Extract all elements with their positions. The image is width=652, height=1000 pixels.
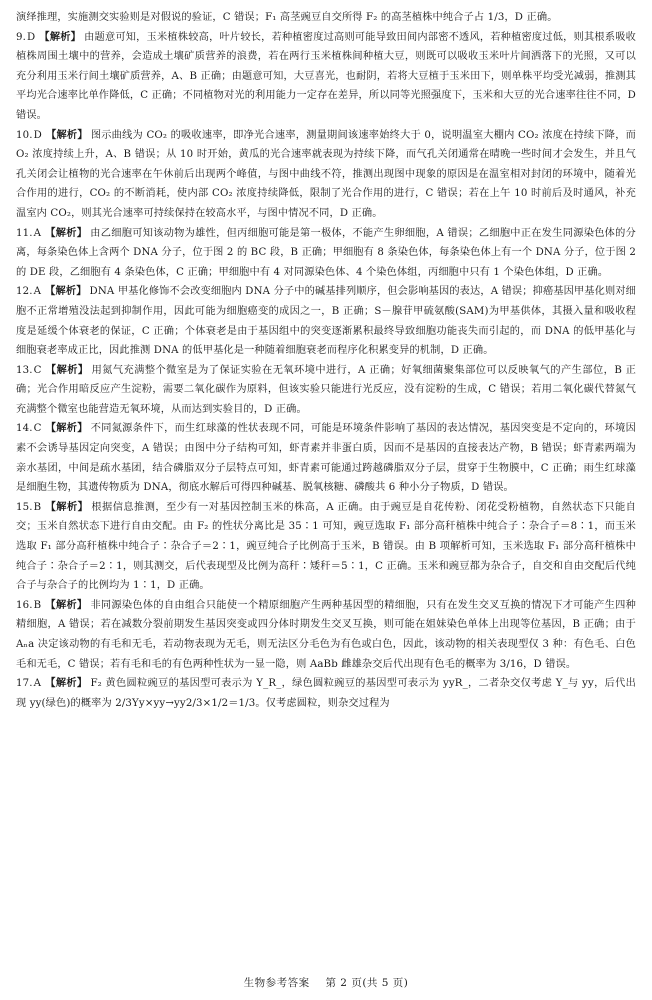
analysis-text: F₂ 黄色圆粒豌豆的基因型可表示为 Y_R_，绿色圆粒豌豆的基因型可表示为 yyR_，二者杂交仅考虑 Y_与 yy，后代出现 yy(绿色)的概率为 2/3Yy×yy→yy2/3×1/2＝1/3。仅考虑圆粒，则杂交过程为 — [16, 678, 636, 709]
footer-page-number: 第 2 页(共 5 页) — [325, 977, 409, 989]
answer-letter: B — [33, 501, 42, 513]
analysis-text: 由乙细胞可知该动物为雄性，但丙细胞可能是第一极体，不能产生卵细胞，A 错误；乙细胞中正在发生同源染色体的分离，每条染色体上含两个 DNA 分子，位于图 2 的 BC 段，B 正确；甲细胞有 8 条染色体，每条染色体上有一个 DNA 分子，位于图 2 的 DE 段，乙细胞有 4 条染色体，C 正确；甲细胞中有 4 对同源染色体、4 个染色体组，丙细胞中只有 1 个染色体组，D 正确。 — [16, 227, 636, 278]
question-number: 16. — [16, 599, 33, 611]
answer-item — [16, 596, 636, 674]
analysis-tag: 【解析】 — [45, 363, 89, 376]
footer-subject: 生物参考答案 — [243, 977, 310, 989]
answer-letter: A — [33, 227, 42, 239]
analysis-text: DNA 甲基化修饰不会改变细胞内 DNA 分子中的碱基排列顺序，但会影响基因的表达，A 错误；抑癌基因甲基化则对细胞不正常增殖没法起到抑制作用，因此可能为细胞癌变的成因之一，B 正确；S－腺苷甲硫氨酸(SAM)为甲基供体，其摄入量和吸收程度是延缓个体衰老的保证，C 正确；个体衰老是由于基因组中的突变逐渐累积最终导致细胞功能丧失而引起的，而 DNA 的低甲基化与细胞衰老率成正比，因此推测 DNA 的低甲基化是一种随着细胞衰老而程序化积累变异的机制，D 正确。 — [16, 286, 637, 357]
analysis-tag: 【解析】 — [45, 285, 87, 298]
analysis-tag: 【解析】 — [45, 677, 88, 690]
answer-letter: D — [33, 129, 42, 141]
answer-letter: C — [33, 423, 42, 435]
question-number: 12. — [16, 286, 33, 298]
answer-item — [16, 361, 636, 420]
answer-letter: A — [33, 286, 42, 298]
answer-item — [16, 674, 636, 713]
question-number: 15. — [16, 501, 33, 513]
question-number: 11. — [16, 227, 33, 239]
question-number: 10. — [16, 129, 33, 141]
analysis-text: 由题意可知，玉米植株较高，叶片较长，若种植密度过高则可能导致田间内部密不透风，若种植密度过低，则其根系吸收植株周围土壤中的营养，会造成土壤矿质营养的浪费，若在两行玉米植株间种植大豆，则既可以吸收玉米叶片间洒落下的光照，又可以充分利用玉米行间土壤矿质营养，A、B 正确；由题意可知，大豆喜光，也耐阴，若将大豆植于玉米田下，则单株平均受光减弱，推测其平均光合速率比单作降低，C 正确；不同植物对光的利用能力一定存在差异，所以同等光照强度下，玉米和大豆的光合速率往往不同，D 错误。 — [16, 31, 636, 121]
analysis-text: 不同氮源条件下，而生红球藻的性状表现不同，可能是环境条件影响了基因的表达情况，基因突变是不定向的，环境因素不会诱导基因定向突变，A 错误；由图中分子结构可知，虾青素并非蛋白质，因而不是基因的直接表达产物，B 错误；虾青素两端为亲水基团，中间是疏水基团，结合磷脂双分子层特点可知，虾青素可能通过跨越磷脂双分子层，贯穿于生物膜中，C 正确；雨生红球藻是细胞生物，其遗传物质为 DNA，彻底水解后可得四种碱基、脱氧核糖、磷酸共 6 种小分子物质，D 错误。 — [16, 423, 636, 494]
analysis-tag: 【解析】 — [45, 500, 89, 513]
question-number: 14. — [16, 423, 33, 435]
question-number: 17. — [16, 678, 33, 690]
answer-letter: B — [33, 599, 42, 611]
question-number: 13. — [16, 364, 33, 376]
answer-item — [16, 224, 636, 283]
analysis-tag: 【解析】 — [39, 30, 82, 43]
question-number: 9. — [16, 31, 27, 43]
answer-letter: A — [33, 678, 42, 690]
analysis-tag: 【解析】 — [45, 226, 88, 239]
answer-item — [16, 498, 636, 596]
analysis-text: 图示曲线为 CO₂ 的吸收速率，即净光合速率，测量期间该速率始终大于 0，说明温室大棚内 CO₂ 浓度在持续下降，而 O₂ 浓度持续上升，A、B 错误；从 10 时开始，黄瓜的光合速率就表现为持续下降，而气孔关闭通常在晴晚一些时间才会发生，并且气孔关闭会让植物的光合速率在午休前后出现两个峰值，与图中曲线不符，推测出现图中现象的原因是在温室相对封闭的环境中，随着光合作用的进行，CO₂ 的不断消耗，使内部 CO₂ 浓度持续降低，限制了光合作用的进行，C 错误；若在上午 10 时前后及时通风，补充温室内 CO₂，则其光合速率可持续保持在较高水平，与图中情况不同，D 正确。 — [16, 129, 636, 219]
answer-items — [16, 28, 636, 714]
analysis-tag: 【解析】 — [45, 422, 88, 435]
answer-letter: D — [27, 31, 36, 43]
page-footer — [0, 975, 652, 990]
analysis-text: 根据信息推测，至少有一对基因控制玉米的株高，A 正确。由于豌豆是自花传粉、闭花受粉植物，自然状态下只能自交；玉米自然状态下进行自由交配。由 F₂ 的性状分离比是 35∶1 可知，豌豆选取 F₁ 部分高秆植株中纯合子∶杂合子＝8∶1，而玉米选取 F₁ 部分高秆植株中纯合子∶杂合子＝2∶1，豌豆纯合子比例高于玉米，B 错误。由 B 项解析可知，玉米选取 F₁ 部分高秆植株中纯合子∶杂合子＝2∶1，则其测交，后代表现型及比例为高秆∶矮秆＝5∶1，C 正确。玉米和豌豆都为杂合子，自交和自由交配后代纯合子与杂合子的比例均为 1∶1，D 正确。 — [16, 501, 636, 592]
answer-letter: C — [33, 364, 42, 376]
analysis-text: 用氮气充满整个微室是为了保证实验在无氧环境中进行，A 正确；好氧细菌聚集部位可以反映氧气的产生部位，B 正确；光合作用暗反应产生淀粉，需要二氧化碳作为原料，但该实验只能进行光反应，没有淀粉的生成，C 错误；若用二氧化碳代替氮气充满整个微室也能营造无氧环境，从而达到实验目的，D 正确。 — [16, 364, 636, 415]
analysis-tag: 【解析】 — [45, 598, 88, 611]
analysis-tag: 【解析】 — [45, 128, 88, 141]
answer-item — [16, 126, 636, 224]
answer-item — [16, 282, 636, 360]
answer-body — [16, 8, 636, 713]
answer-item — [16, 28, 636, 126]
continuation-text: 演绎推理，实施测交实验则是对假说的验证，C 错误；F₁ 高茎豌豆自交所得 F₂ 的高茎植株中纯合子占 1/3，D 正确。 — [16, 12, 558, 23]
answer-item — [16, 419, 636, 497]
analysis-text: 非同源染色体的自由组合只能使一个精原细胞产生两种基因型的精细胞，只有在发生交叉互换的情况下才可能产生四种精细胞，A 错误；若在减数分裂前期发生基因突变或四分体时期发生交叉互换，则可能在姐妹染色单体上出现等位基因，B 正确；由于 Aₙa 决定该动物的有毛和无毛，若动物表现为无毛，则无法区分毛色为有色或白色，因此，该动物的相关表现型仅 3 种：有色毛、白色毛和无毛，C 错误；若有毛和毛的有色两种性状为一显一隐，则 AaBb 雌雄杂交后代出现有色毛的概率为 3/16，D 错误。 — [16, 599, 636, 670]
